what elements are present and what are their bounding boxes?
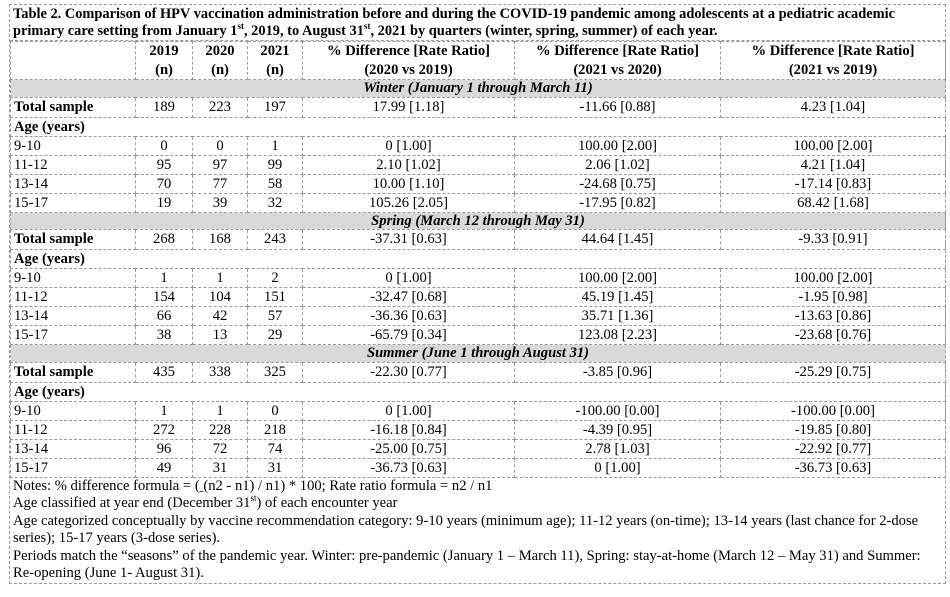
cell-n-2019: 70 [136,174,193,193]
cell-diff-2021-vs-2020: -24.68 [0.75] [515,174,721,193]
cell-n-2019: 49 [136,458,193,477]
header-cell-diff-2021-vs-2020: % Difference [Rate Ratio] (2021 vs 2020) [515,42,721,80]
cell-diff-2021-vs-2019: -19.85 [0.80] [721,420,946,439]
cell-n-2019: 19 [136,193,193,212]
cell-diff-2021-vs-2019: -1.95 [0.98] [721,288,946,307]
cell-n-2021: 197 [248,97,303,117]
cell-diff-2021-vs-2020: -4.39 [0.95] [515,420,721,439]
cell-label: Total sample [11,230,136,250]
age-group-header-row [11,250,946,269]
age-group-label: Age (years) [11,250,946,269]
cell-n-2020: 42 [193,307,248,326]
table-figure [9,4,946,584]
table-row [11,420,946,439]
cell-n-2020: 13 [193,326,248,345]
age-group-label: Age (years) [11,117,946,136]
cell-diff-2020-vs-2019: -36.36 [0.63] [303,307,515,326]
cell-n-2021: 29 [248,326,303,345]
note-formula: Notes: % difference formula = ( (n2 - n1) / n1) * 100; Rate ratio formula = n2 / n1 [13,477,493,494]
cell-diff-2020-vs-2019: 105.26 [2.05] [303,193,515,212]
cell-diff-2021-vs-2020: 35.71 [1.36] [515,307,721,326]
table-row [11,288,946,307]
cell-n-2021: 32 [248,193,303,212]
cell-label: 11-12 [11,288,136,307]
note-age-categories: Age categorized conceptually by vaccine recommendation category: 9-10 years (minimum age); 11-12 years (on-time); 13-14 years (last chance for 2-dose series); 15-17 years (3-dose series). [13,512,919,547]
header-cell-diff-2020-vs-2019: % Difference [Rate Ratio] (2020 vs 2019) [303,42,515,80]
cell-diff-2021-vs-2019: -100.00 [0.00] [721,401,946,420]
cell-n-2021: 151 [248,288,303,307]
table-row [11,439,946,458]
season-title: Summer (June 1 through August 31) [11,345,946,363]
season-header-row [11,80,946,98]
table-row [11,307,946,326]
total-sample-row [11,97,946,117]
cell-n-2021: 31 [248,458,303,477]
cell-n-2019: 38 [136,326,193,345]
cell-diff-2021-vs-2019: -22.92 [0.77] [721,439,946,458]
cell-n-2019: 272 [136,420,193,439]
cell-diff-2021-vs-2020: 2.78 [1.03] [515,439,721,458]
cell-diff-2020-vs-2019: 0 [1.00] [303,401,515,420]
cell-diff-2020-vs-2019: 0 [1.00] [303,269,515,288]
cell-label: 9-10 [11,401,136,420]
cell-diff-2021-vs-2019: 4.23 [1.04] [721,97,946,117]
hpv-vaccination-table [10,41,946,478]
cell-diff-2021-vs-2020: -11.66 [0.88] [515,97,721,117]
cell-diff-2021-vs-2020: 100.00 [2.00] [515,136,721,155]
cell-diff-2020-vs-2019: 2.10 [1.02] [303,155,515,174]
cell-label: 15-17 [11,458,136,477]
cell-diff-2021-vs-2019: 100.00 [2.00] [721,269,946,288]
cell-n-2021: 243 [248,230,303,250]
cell-diff-2021-vs-2020: 44.64 [1.45] [515,230,721,250]
cell-diff-2020-vs-2019: -36.73 [0.63] [303,458,515,477]
cell-n-2021: 218 [248,420,303,439]
cell-n-2021: 99 [248,155,303,174]
cell-diff-2021-vs-2019: 68.42 [1.68] [721,193,946,212]
cell-diff-2021-vs-2019: -13.63 [0.86] [721,307,946,326]
cell-n-2021: 1 [248,136,303,155]
cell-diff-2021-vs-2020: 2.06 [1.02] [515,155,721,174]
cell-diff-2021-vs-2019: 4.21 [1.04] [721,155,946,174]
cell-diff-2021-vs-2020: -17.95 [0.82] [515,193,721,212]
cell-n-2019: 154 [136,288,193,307]
header-row [11,42,946,80]
table-notes [10,478,945,584]
table-row [11,326,946,345]
cell-n-2020: 39 [193,193,248,212]
cell-diff-2021-vs-2020: 123.08 [2.23] [515,326,721,345]
cell-diff-2021-vs-2019: -23.68 [0.76] [721,326,946,345]
table-row [11,269,946,288]
header-cell-2020: 2020 (n) [193,42,248,80]
cell-label: 13-14 [11,439,136,458]
table-row [11,458,946,477]
table-body [11,80,946,478]
cell-diff-2021-vs-2020: -100.00 [0.00] [515,401,721,420]
table-row [11,174,946,193]
cell-label: 11-12 [11,155,136,174]
table-row [11,401,946,420]
cell-n-2020: 228 [193,420,248,439]
cell-diff-2021-vs-2020: -3.85 [0.96] [515,362,721,382]
cell-n-2020: 77 [193,174,248,193]
cell-n-2021: 74 [248,439,303,458]
header-cell-label [11,42,136,80]
cell-n-2019: 66 [136,307,193,326]
cell-diff-2021-vs-2020: 0 [1.00] [515,458,721,477]
season-header-row [11,345,946,363]
cell-diff-2021-vs-2019: -25.29 [0.75] [721,362,946,382]
cell-label: 15-17 [11,326,136,345]
cell-diff-2021-vs-2019: 100.00 [2.00] [721,136,946,155]
cell-n-2020: 338 [193,362,248,382]
cell-n-2019: 0 [136,136,193,155]
cell-n-2020: 1 [193,401,248,420]
cell-diff-2020-vs-2019: -37.31 [0.63] [303,230,515,250]
cell-label: 9-10 [11,269,136,288]
note-age-classification: Age classified at year end (December 31st) of each encounter year [13,493,398,512]
cell-diff-2020-vs-2019: 10.00 [1.10] [303,174,515,193]
age-group-label: Age (years) [11,382,946,401]
age-group-header-row [11,382,946,401]
cell-diff-2020-vs-2019: 0 [1.00] [303,136,515,155]
cell-diff-2020-vs-2019: -32.47 [0.68] [303,288,515,307]
table-caption: Table 2. Comparison of HPV vaccination administration before and during the COVID-19 pandemic among adolescents at a pediatric academic primary care setting from January 1st, 2019, to August 31st, 2021 by quarters (winter, spring, summer) of each year. [10,5,945,41]
cell-diff-2020-vs-2019: -16.18 [0.84] [303,420,515,439]
cell-n-2020: 0 [193,136,248,155]
cell-diff-2021-vs-2020: 100.00 [2.00] [515,269,721,288]
header-cell-2019: 2019 (n) [136,42,193,80]
season-title: Winter (January 1 through March 11) [11,80,946,98]
cell-diff-2020-vs-2019: -22.30 [0.77] [303,362,515,382]
cell-diff-2021-vs-2019: -9.33 [0.91] [721,230,946,250]
season-header-row [11,212,946,230]
cell-n-2020: 1 [193,269,248,288]
total-sample-row [11,230,946,250]
cell-n-2021: 0 [248,401,303,420]
cell-label: 9-10 [11,136,136,155]
cell-label: 15-17 [11,193,136,212]
table-row [11,136,946,155]
cell-n-2021: 2 [248,269,303,288]
total-sample-row [11,362,946,382]
cell-diff-2021-vs-2020: 45.19 [1.45] [515,288,721,307]
table-row [11,193,946,212]
cell-n-2019: 268 [136,230,193,250]
cell-n-2020: 72 [193,439,248,458]
cell-n-2019: 96 [136,439,193,458]
cell-n-2020: 31 [193,458,248,477]
cell-n-2020: 97 [193,155,248,174]
season-title: Spring (March 12 through May 31) [11,212,946,230]
cell-n-2019: 95 [136,155,193,174]
age-group-header-row [11,117,946,136]
cell-n-2020: 223 [193,97,248,117]
cell-diff-2020-vs-2019: -65.79 [0.34] [303,326,515,345]
cell-n-2019: 435 [136,362,193,382]
cell-label: Total sample [11,362,136,382]
cell-n-2019: 189 [136,97,193,117]
cell-diff-2021-vs-2019: -36.73 [0.63] [721,458,946,477]
table-row [11,155,946,174]
header-cell-diff-2021-vs-2019: % Difference [Rate Ratio] (2021 vs 2019) [721,42,946,80]
cell-diff-2020-vs-2019: -25.00 [0.75] [303,439,515,458]
note-periods: Periods match the “seasons” of the pandemic year. Winter: pre-pandemic (January 1 – March 11), Spring: stay-at-home (March 12 – May 31) and Summer: Re-opening (June 1- August 31). [13,547,921,582]
cell-n-2019: 1 [136,401,193,420]
header-cell-2021: 2021 (n) [248,42,303,80]
cell-n-2021: 325 [248,362,303,382]
cell-n-2021: 57 [248,307,303,326]
cell-label: 11-12 [11,420,136,439]
cell-label: 13-14 [11,174,136,193]
cell-n-2020: 104 [193,288,248,307]
cell-label: 13-14 [11,307,136,326]
cell-label: Total sample [11,97,136,117]
cell-n-2019: 1 [136,269,193,288]
cell-diff-2021-vs-2019: -17.14 [0.83] [721,174,946,193]
cell-n-2021: 58 [248,174,303,193]
cell-diff-2020-vs-2019: 17.99 [1.18] [303,97,515,117]
cell-n-2020: 168 [193,230,248,250]
